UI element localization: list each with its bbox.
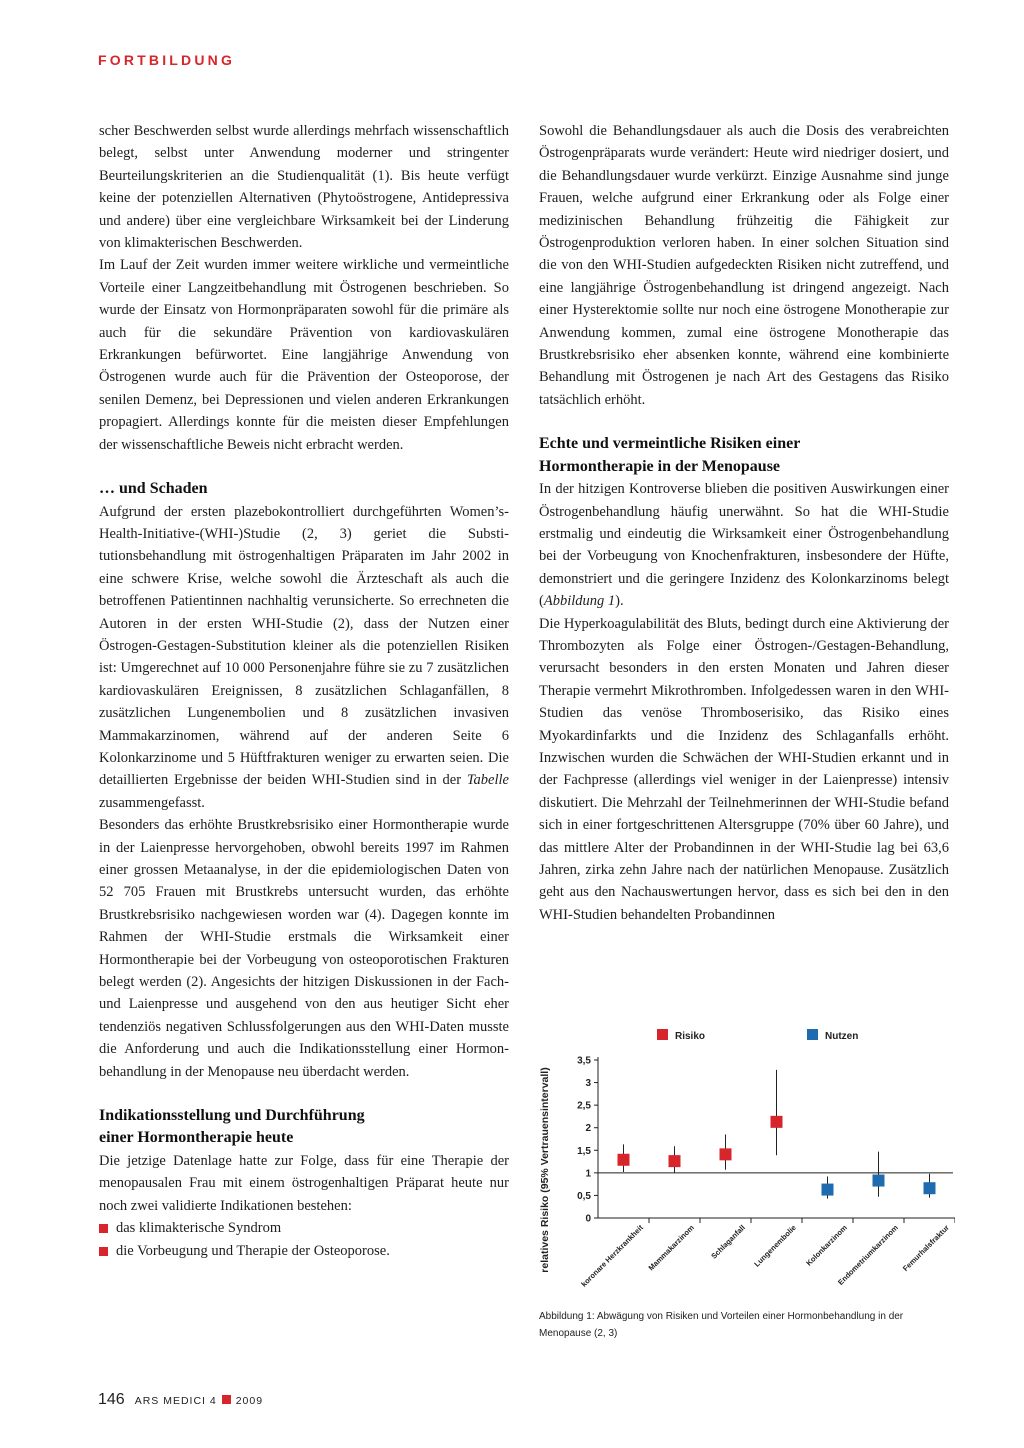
paragraph-text: scher Beschwerden selbst wurde allerdings mehrfach wissenschaftlich belegt, selbst unter Anwendung moderner und stringenter Beurteilungskriterien an die Studienqualität (1). Bis heute verfügt keine der potenziellen Alternativen (Phytoöstrogene, Antidepressiva und andere) über eine vergleichbare Wirksamkeit bei der Linderung von klimakterischen Beschwerden. — [99, 123, 509, 252]
y-tick-label: 3,5 — [577, 1055, 591, 1067]
bullet-text: das klimakterische Syndrom — [116, 1220, 282, 1237]
data-point-marker — [822, 1184, 834, 1196]
legend-label: Risiko — [675, 1031, 706, 1042]
section-header: FORTBILDUNG — [98, 52, 236, 68]
category-label: Femurhalsfraktur — [900, 1223, 951, 1274]
paragraph-text: Die Hyperkoagulabilität des Bluts, bedingt durch eine Aktivierung der Thrombozyten als Folge einer Östrogen-/Gestagen-Behandlung, verursacht besonders in den ersten Monaten und Jahren dieser Therapie vermehrt Mikrothromben. Infolgedessen waren in den WHI-Studien das venöse Thromboserisiko, das Risiko eines Myokardinfarkts und die Inzidenz des Schlaganfalls erhöht. Inzwischen wurden die Schwächen der WHI-Studien erkannt und in der Fachpresse (allerdings viel weniger in der Laienpresse) intensiv diskutiert. Die Mehrzahl der Teilnehmerinnen der WHI-Studie befand sich in einer fortgeschrittenen Altersgruppe (70% über 60 Jahre), und das mittlere Alter der Probandinnen in der WHI-Studie lag bei 63,6 Jahren, zirka zehn Jahre nach der natürlichen Menopause. Zusätzlich geht aus den Nachauswertungen hervor, dass es sich bei den in den WHI-Studien behandelten Probandinnen — [539, 615, 949, 923]
y-tick-label: 0 — [585, 1213, 591, 1225]
data-point-marker — [924, 1182, 936, 1194]
paragraph — [539, 478, 949, 612]
paragraph-text: Die jetzige Datenlage hatte zur Folge, dass für eine Therapie der menopausalen Frau mit einem östrogenhaltigen Präparat heute nur noch zwei validierte Indikationen bestehen: — [99, 1152, 509, 1214]
paragraph — [99, 1150, 509, 1217]
paragraph-text-end: ). — [615, 593, 624, 610]
journal-year: 2009 — [235, 1395, 264, 1407]
risk-benefit-chart — [535, 1022, 955, 1302]
data-point-marker — [873, 1175, 885, 1187]
category-label: koronare Herzkrankheit — [579, 1223, 645, 1289]
paragraph-text: Aufgrund der ersten plazebokontrolliert durchgeführten Women’s-Health-Initiative-(WHI-)Studie (2, 3) geriet die Substitutionsbehandlung mit östrogenhaltigen Präparaten im Jahr 2002 in eine schwere Krise, welche sowohl die Ärzteschaft als auch die betroffenen Patientinnen nachhaltig verunsicherte. So errechneten die Autoren in der ersten WHI-Studie (2), dass der Nutzen einer Östrogen-Gestagen-Substitution kleiner als die potenziellen Risiken ist: Umgerechnet auf 10 000 Personenjahre führe sie zu 7 zusätzlichen kardiovaskulären Ereignissen, 8 zusätzlichen Schlaganfällen, 8 zusätzlichen Lungenembolien und 8 zusätzlichen invasiven Mammakarzinomen, während auf der anderen Seite 6 Kolonkarzinome und 5 Hüftfrakturen weniger zu erwarten seien. Die detaillierten Ergebnisse der beiden WHI-Studien sind in der — [99, 503, 509, 789]
y-tick-label: 2 — [585, 1123, 591, 1135]
page-number: 146 — [98, 1391, 125, 1408]
section-heading: einer Hormontherapie heute — [99, 1129, 294, 1147]
paragraph-text: Besonders das erhöhte Brustkrebsrisiko einer Hormontherapie wurde in der Laienpresse hervorgehoben, obwohl bereits 1997 im Rahmen einer grossen Metaanalyse, in der die epidemiologischen Daten von 52 705 Frauen mit Brustkrebs untersucht wurden, das erhöhte Brustkrebsrisiko nachgewiesen worden war (4). Dagegen konnte im Rahmen der WHI-Studie erstmals die Wirksamkeit einer Hormontherapie bei der Vorbeugung von osteoporotischen Frakturen belegt werden (2). Angesichts der hitzigen Diskussionen in der Fach- und Laienpresse und ausgehend von den aus heutiger Sicht eher tendenziös negativen Schlussfolgerungen aus den WHI-Daten musste die Anforderung und auch die Indikationsstellung einer Hormonbehandlung in der Menopause neu überdacht werden. — [99, 817, 509, 1080]
emphasis-reference: Abbildung 1 — [543, 593, 616, 610]
footer-square — [222, 1395, 231, 1404]
category-label: Kolonkarzinom — [804, 1223, 849, 1268]
y-tick-label: 2,5 — [577, 1100, 591, 1112]
category-label: Lungenembolie — [752, 1223, 798, 1269]
y-tick-label: 1,5 — [577, 1145, 591, 1157]
paragraph — [99, 501, 509, 815]
section-heading: Hormontherapie in der Menopause — [539, 457, 781, 475]
paragraph — [539, 120, 949, 411]
y-tick-label: 1 — [585, 1168, 591, 1180]
paragraph — [99, 120, 509, 254]
legend-swatch — [657, 1029, 668, 1040]
section-heading: Echte und vermeintliche Risiken einer — [539, 435, 801, 453]
spacer — [539, 411, 949, 433]
section-heading: Indikationsstellung und Durchführung — [99, 1107, 365, 1125]
data-point-marker — [720, 1148, 732, 1160]
figure-caption: Abbildung 1: Abwägung von Risiken und Vorteilen einer Hormonbehandlung in der Menopause (2, 3) — [539, 1311, 904, 1339]
category-label: Schlaganfall — [709, 1223, 747, 1261]
y-tick-label: 3 — [585, 1078, 591, 1090]
paragraph — [99, 814, 509, 1083]
bullet-square — [99, 1224, 108, 1233]
left-column — [99, 120, 509, 1262]
legend-label: Nutzen — [825, 1031, 859, 1042]
bullet-item — [99, 1240, 509, 1262]
category-label: Mammakarzinom — [646, 1223, 696, 1273]
spacer — [99, 456, 509, 478]
paragraph-text: Sowohl die Behandlungsdauer als auch die Dosis des verabreichten Östrogenpräparats wurde verändert: Heute wird niedriger dosiert, und die Behandlungsdauer wurde verkürzt. Einzige Ausnahme sind junge Frauen, welche aufgrund einer Erkrankung oder als Folge einer medizinischen Behandlung frühzeitig die Fähigkeit zur Östrogenproduktion verloren haben. In einer solchen Situation sind die von den WHI-Studien aufgedeckten Risiken nicht zutreffend, und eine langjährige Östrogenbehandlung ist dringend angezeigt. Nach einer Hysterektomie sollte nur noch eine östrogene Monotherapie zur Anwendung kommen, zumal eine östrogene Monotherapie das Brustkrebsrisiko eher absenken konnte, während eine kombinierte Behandlung mit Östrogenen je nach Art des Gestagens das Risiko tatsächlich erhöht. — [539, 123, 949, 408]
y-tick-label: 0,5 — [577, 1190, 591, 1202]
bullet-text: die Vorbeugung und Therapie der Osteoporose. — [116, 1242, 390, 1259]
data-point-marker — [771, 1116, 783, 1128]
page-footer — [98, 1391, 263, 1409]
bullet-item — [99, 1217, 509, 1239]
paragraph — [99, 254, 509, 456]
y-axis-label: relatives Risiko (95% Vertrauensintervall) — [539, 1067, 551, 1273]
category-label: Endometriumkarzinom — [836, 1223, 900, 1287]
emphasis-reference: Tabelle — [466, 772, 509, 789]
paragraph-text: Im Lauf der Zeit wurden immer weitere wirkliche und vermeintliche Vorteile einer Langzeitbehandlung mit Östrogenen beschrieben. So wurde der Einsatz von Hormonpräparaten sowohl für die primäre als auch für die sekundäre Prävention von kardiovaskulären Erkrankungen befürwortet. Eine langjährige Anwendung von Östrogenen wurde auch für die Prävention der Osteoporose, der senilen Demenz, bei Depressionen und vielen anderen Erkrankungen propagiert. Allerdings konnte für die meisten dieser Empfehlungen der wissenschaftliche Beweis nicht erbracht werden. — [99, 257, 509, 453]
legend-swatch — [807, 1029, 818, 1040]
paragraph-text: In der hitzigen Kontroverse blieben die positiven Auswirkungen einer Östrogenbehandlung häufig unerwähnt. So hat die WHI-Studie erstmalig und eindeutig die Wirksamkeit einer Östrogenbehandlung bei der Vorbeugung von Knochenfrakturen, insbesondere der Hüfte, demonstriert und die geringere Inzidenz des Kolonkarzinoms belegt ( — [539, 481, 949, 610]
paragraph — [539, 613, 949, 927]
bullet-square — [99, 1247, 108, 1256]
spacer — [99, 1083, 509, 1105]
data-point-marker — [669, 1155, 681, 1167]
data-point-marker — [618, 1154, 630, 1166]
section-heading: … und Schaden — [99, 480, 208, 498]
paragraph-text-end: zusammengefasst. — [99, 794, 205, 811]
journal-name: ARS MEDICI 4 — [134, 1395, 217, 1407]
right-column — [539, 120, 949, 926]
